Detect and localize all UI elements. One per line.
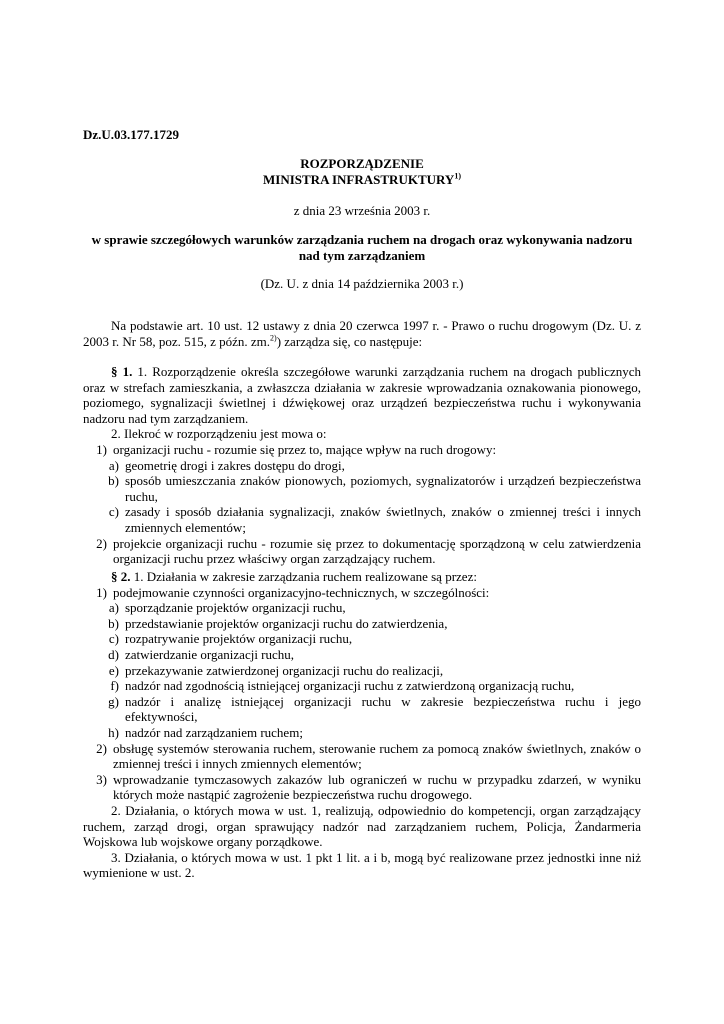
list-item: [83, 741, 641, 772]
list-item-number: b): [108, 473, 119, 489]
section-1-para-1-text: 1. Rozporządzenie określa szczegółowe warunki zarządzania ruchem na drogach publicznych oraz w strefach zamieszkania, a zwłaszcza działania w zakresie wprowadzania oznakowania pionowego, poziomego, sygnalizacji świetlnej i dźwiękowej oraz urządzeń bezpieczeństwa ruchu i wykonywania nadzoru nad tym zarządzaniem.: [83, 364, 642, 426]
list-item-text: przedstawianie projektów organizacji ruchu do zatwierdzenia,: [125, 615, 448, 631]
issue-date: z dnia 23 września 2003 r.: [293, 203, 431, 218]
section-1-label: § 1.: [111, 364, 133, 379]
list-item-text: projekcie organizacji ruchu - rozumie się przez to dokumentację sporządzoną w celu zatwierdzenia organizacji ruchu przez właściwy organ zarządzający ruchem.: [113, 535, 641, 567]
list-item: [83, 473, 641, 504]
list-item-number: e): [108, 662, 119, 678]
list-item-number: f): [110, 678, 119, 694]
list-item: [83, 663, 641, 679]
ministry-title: [83, 172, 641, 188]
list-item: [83, 442, 641, 458]
list-item: [83, 725, 641, 741]
section-2-para-3-text: 3. Działania, o których mowa w ust. 1 pkt 1 lit. a i b, mogą być realizowane przez jednostki inne niż wymienione w ust. 2.: [83, 849, 641, 881]
list-item-number: 1): [96, 584, 107, 600]
list-item-text: przekazywanie zatwierdzonej organizacji ruchu do realizacji,: [125, 662, 444, 678]
list-item: [83, 631, 641, 647]
footnote-ref-2: 2): [270, 333, 277, 343]
section-2-para-2: [83, 803, 641, 850]
section-2-para-3: [83, 850, 641, 881]
legal-basis-text-b: ) zarządza się, co następuje:: [276, 333, 423, 349]
list-item-number: c): [108, 504, 119, 520]
list-item-number: 1): [96, 441, 107, 457]
list-item-number: a): [108, 457, 119, 473]
list-item-text: nadzór i analizę istniejącej organizacji ruchu w zakresie bezpieczeństwa ruchu i jego efektywności,: [125, 693, 641, 725]
list-item-text: zasady i sposób działania sygnalizacji, znaków świetlnych, znaków o zmiennej treści i innych zmiennych elementów;: [125, 504, 641, 535]
list-item: [83, 458, 641, 474]
list-item-number: 3): [96, 771, 107, 787]
section-2: [83, 569, 641, 881]
list-item-text: rozpatrywanie projektów organizacji ruchu,: [125, 631, 353, 647]
list-item-text: nadzór nad zarządzaniem ruchem;: [125, 724, 303, 740]
list-item-text: obsługę systemów sterowania ruchem, sterowanie ruchem za pomocą znaków świetlnych, znaków o zmiennej treści i innych zmiennych elementów;: [113, 740, 641, 772]
section-1-para-2: 2. Ilekroć w rozporządzeniu jest mowa o:: [111, 426, 327, 442]
list-item: [83, 504, 641, 535]
list-item-text: sporządzanie projektów organizacji ruchu,: [125, 600, 346, 616]
section-1: [83, 364, 641, 567]
section-1-para-1: [83, 364, 641, 426]
legal-basis-text-a: Na podstawie art. 10 ust. 12 ustawy z dnia 20 czerwca 1997 r. - Prawo o ruchu drogowym (Dz. U. z 2003 r. Nr 58, poz. 515, z późn. zm.: [83, 318, 641, 349]
list-item-text: nadzór nad zgodnością istniejącej organizacji ruchu z zatwierdzoną organizacją ruchu,: [125, 678, 575, 694]
list-item-text: wprowadzanie tymczasowych zakazów lub ograniczeń w ruchu w przypadku zdarzeń, w wyniku których może nastąpić zagrożenie bezpieczeństwa ruchu drogowego.: [113, 771, 641, 803]
legal-basis-paragraph: [83, 318, 641, 349]
list-item-text: zatwierdzanie organizacji ruchu,: [125, 646, 295, 662]
document-id: Dz.U.03.177.1729: [83, 127, 180, 142]
list-item: [83, 616, 641, 632]
list-item: [83, 536, 641, 567]
list-item-number: 2): [96, 535, 107, 551]
list-item-text: geometrię drogi i zakres dostępu do drogi,: [125, 457, 345, 473]
list-item: [83, 600, 641, 616]
list-item-number: g): [108, 693, 119, 709]
list-item-number: d): [108, 646, 119, 662]
list-item: [83, 647, 641, 663]
list-item: [83, 772, 641, 803]
list-item: [83, 585, 641, 601]
section-2-para-1-text: 1. Działania w zakresie zarządzania ruchem realizowane są przez:: [133, 569, 477, 584]
list-item-number: c): [108, 631, 119, 647]
ministry-name: MINISTRA INFRASTRUKTURY: [263, 172, 455, 187]
list-item-number: 2): [96, 740, 107, 756]
section-2-para-2-text: 2. Działania, o których mowa w ust. 1, realizują, odpowiednio do kompetencji, organ zarządzający ruchem, zarząd drogi, organ sprawujący nadzór nad zarządzaniem ruchem, Policja, Żandarmeria Wojskowa lub wojskowe organy porządkowe.: [83, 802, 641, 850]
section-2-para-1: [83, 569, 641, 585]
list-item-text: organizacji ruchu - rozumie się przez to, mające wpływ na ruch drogowy:: [113, 441, 497, 457]
list-item-number: a): [108, 600, 119, 616]
regulation-title: ROZPORZĄDZENIE: [300, 156, 424, 171]
section-2-label: § 2.: [111, 569, 131, 584]
footnote-ref-1: 1): [454, 171, 461, 181]
regulation-subject: w sprawie szczegółowych warunków zarządzania ruchem na drogach oraz wykonywania nadzoru nad tym zarządzaniem: [91, 232, 633, 263]
list-item-number: h): [108, 724, 119, 740]
list-item-text: podejmowanie czynności organizacyjno-technicznych, w szczególności:: [113, 584, 490, 600]
publication-info: (Dz. U. z dnia 14 października 2003 r.): [260, 276, 464, 291]
list-item-text: sposób umieszczania znaków pionowych, poziomych, sygnalizatorów i urządzeń bezpieczeństwa ruchu,: [125, 473, 641, 504]
list-item: [83, 678, 641, 694]
list-item: [83, 694, 641, 725]
list-item-number: b): [108, 615, 119, 631]
